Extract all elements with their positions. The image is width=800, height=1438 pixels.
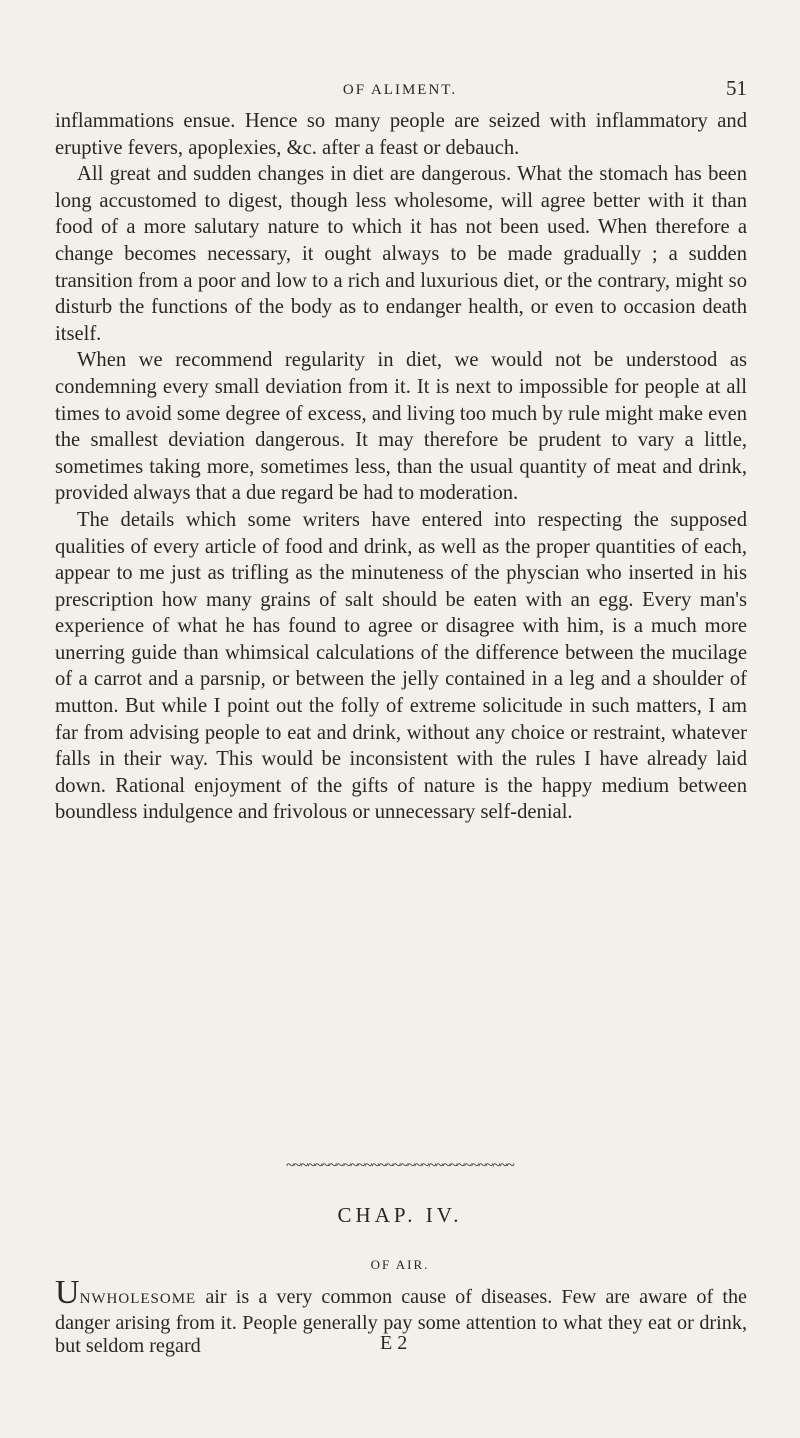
page-number: 51 [726, 76, 747, 100]
paragraph: inflammations ensue. Hence so many people are seized with inflammatory and eruptive fevers, apoplexies, &c. after a feast or debauch. [55, 110, 747, 159]
paragraph: The details which some writers have entered into respecting the supposed qualities of every article of food and drink, as well as the proper quantities of each, appear to me just as trifling as the minuteness of the physcian who inserted in his prescription how many grains of salt should be eaten with an egg. Every man's experience of what he has found to agree or disagree with him, is a much more unerring guide than whimsical calculations of the difference between the mucilage of a carrot and a parsnip, or between the jelly contained in a leg and a shoulder of mutton. But while I point out the folly of extreme solicitude in such matters, I am far from advising people to eat and drink, without any choice or restraint, whatever falls in their way. This would be inconsistent with the rules I have already laid down. Rational enjoyment of the gifts of nature is the happy medium between boundless indulgence and frivolous or unnecessary self-denial. [55, 508, 747, 824]
body-text [55, 108, 747, 826]
first-word-smallcaps: NWHOLESOME [79, 1291, 197, 1307]
paragraph: All great and sudden changes in diet are dangerous. What the stomach has been long accustomed to digest, though less wholesome, will agree better with it than food of a more salutary nature to which it has not been used. When therefore a change becomes necessary, it ought always to be made gradually ; a sudden transition from a poor and low to a rich and luxurious diet, or the contrary, might so disturb the functions of the body as to endanger health, or even to occasion death itself. [55, 163, 747, 345]
running-head: OF ALIMENT. [342, 82, 458, 98]
paragraph: When we recommend regularity in diet, we would not be understood as condemning every small deviation from it. It is next to impossible for people at all times to avoid some degree of excess, and living too much by rule might make even the smallest deviation dangerous. It may therefore be prudent to vary a little, sometimes taking more, sometimes less, than the usual quantity of meat and drink, provided always that a due regard be had to moderation. [55, 349, 748, 505]
chapter-subtitle: OF AIR. [370, 1257, 430, 1272]
signature-mark: E 2 [380, 1332, 408, 1354]
chapter-opening-text: air is a very common cause of diseases. Few are aware of the danger arising from it. People generally pay some attention to what they eat or drink, but seldom regard [55, 1286, 747, 1357]
ornamental-rule: ~~~~~~~~~~~~~~~~~~~~~~~~~~~~~~~~ [286, 1158, 514, 1174]
chapter-heading: CHAP. IV. [337, 1203, 463, 1227]
drop-initial: U [55, 1274, 80, 1311]
